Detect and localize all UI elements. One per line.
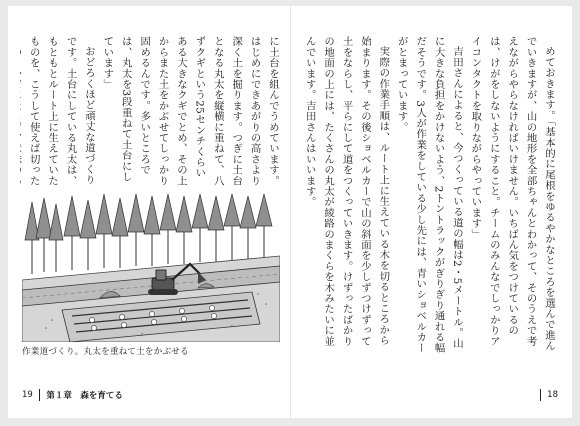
right-paragraph-1: めておきます。「基本的に尾根をゆるやかなところを選んで進んでいきますが、山の地形を全部ちゃんとわかって、そのうえで考えながらやらなければいけません。いちばん気をつけているのは、けがをしないようにすること。チームのみんなでしっかりアイコンタクトを取りながらやっています」: [469, 36, 555, 352]
right-page-number: 18: [547, 390, 558, 400]
right-page-footer: [540, 388, 558, 402]
left-page-body: [20, 36, 282, 188]
right-paragraph-2: 吉田さんによると、今つくっている道の幅は2・5メートル。山に大きな負担をかけないよう、2トントラックがぎりぎり通れる幅だそうです。3人が作業をしている少し先には、青いショベルカーがとまっています。: [395, 36, 463, 354]
chapter-title: 第１章 森を育てる: [46, 391, 123, 401]
footer-divider: [39, 389, 41, 401]
left-page-footer: [22, 388, 123, 402]
left-page-number: 19: [22, 390, 33, 400]
page-gutter: [290, 6, 291, 418]
footer-divider: [540, 389, 542, 401]
left-paragraph-1: に土台を組んでうめています。はじめにできあがりの高さより深く土を掘ります。つぎに土台となる丸太を縦横に重ねて、八ずクギという25センチくらいある大きなクギでとめ、その上からまた土をかぶせてしっかり固めるんです。多いところでは、丸太を3段重ねて土台にしています」: [101, 36, 279, 186]
illustration-caption: 作業道づくり。丸太を重ねて土をかぶせる: [22, 347, 189, 357]
right-page-body: [302, 36, 558, 356]
book-spread: [8, 6, 572, 418]
left-paragraph-2: おどろくほど頑丈な道づくりです。土台にしている丸太は、もともとルート上に生えていたものを、こうして使えば切った: [27, 36, 95, 186]
right-paragraph-3: 実際の作業手順は、ルート上に生えている木を切るところから始まります。その後ショベルカーで山の斜面を少しずつけずって土をならし、平らにして道をつくっていきます。けずったばかりの地面の上には、たくさんの丸太が綾路のまくらを木みたいに並んでいます。吉田さんはいいます。: [303, 36, 390, 347]
road-construction-illustration: [22, 194, 280, 342]
